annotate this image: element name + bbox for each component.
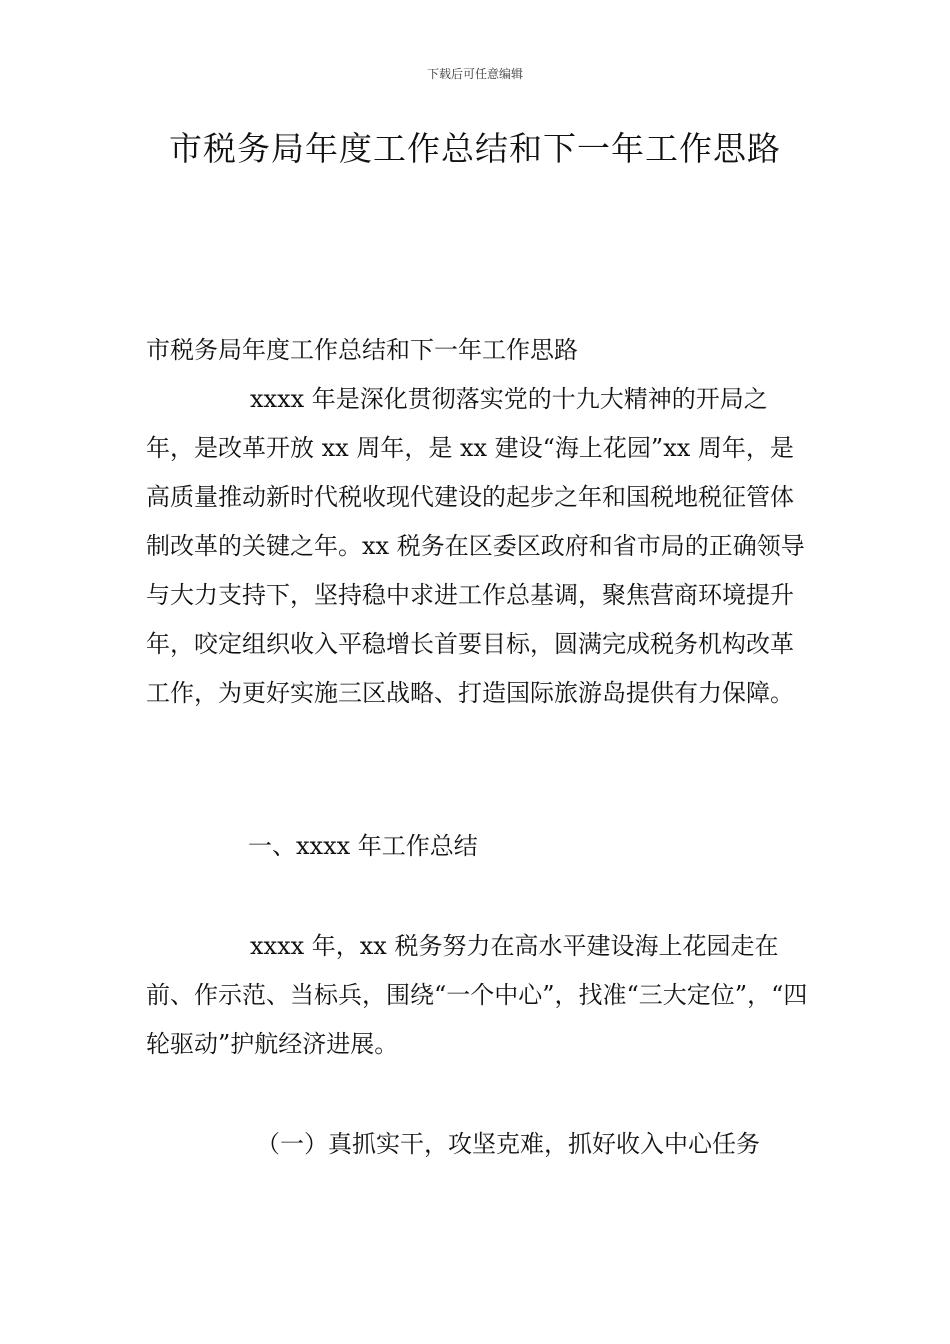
header-note: 下载后可任意编辑 bbox=[426, 67, 523, 81]
section-heading-1: 一、xxxx 年工作总结 bbox=[248, 832, 478, 860]
summary-paragraph: xxxx 年，xx 税务努力在高水平建设海上花园走在前、作示范、当标兵，围绕“一个中心”，找准“三大定位”，“四轮驱动”护航经济进展。 bbox=[146, 932, 808, 1058]
subsection-heading-1: （一）真抓实干，攻坚克难，抓好收入中心任务 bbox=[256, 1130, 760, 1158]
document-title: 市税务局年度工作总结和下一年工作思路 bbox=[169, 129, 781, 168]
intro-paragraph: xxxx 年是深化贯彻落实党的十九大精神的开局之年，是改革开放 xx 周年，是 xx 建设“海上花园”xx 周年，是高质量推动新时代税收现代建设的起步之年和国税地税征管体制改革的关键之年。xx 税务在区委区政府和省市局的正确领导与大力支持下，坚持稳中求进工作总基调，聚焦营商环境提升年，咬定组织收入平稳增长首要目标，圆满完成税务机构改革工作，为更好实施三区战略、打造国际旅游岛提供有力保障。 bbox=[146, 385, 805, 707]
document-subtitle: 市税务局年度工作总结和下一年工作思路 bbox=[146, 336, 578, 364]
